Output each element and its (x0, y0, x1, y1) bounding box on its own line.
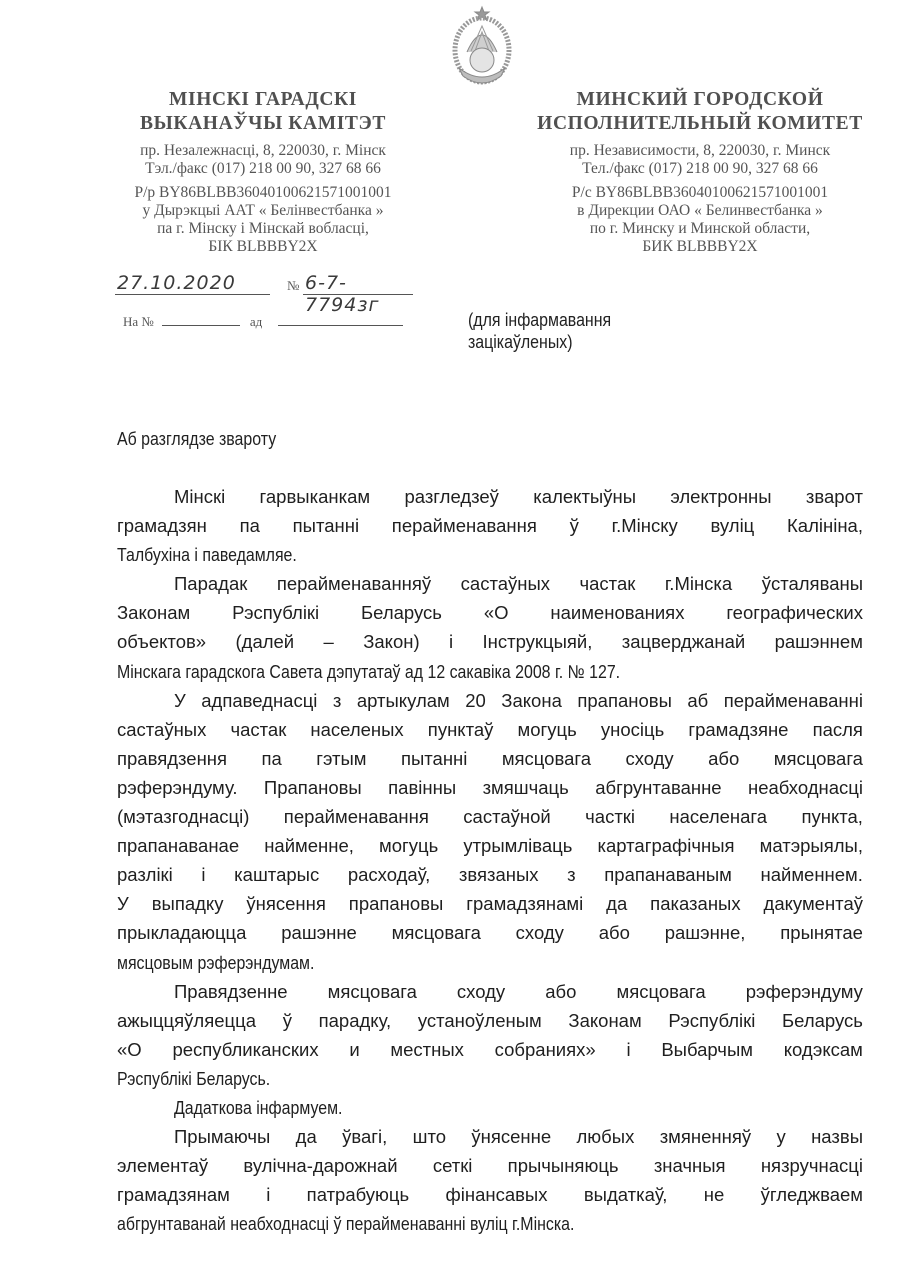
org-name-line2: ВЫКАНАЎЧЫ КАМІТЭТ (140, 113, 386, 134)
body-paragraph (117, 977, 863, 1093)
phone: Тэл./факс (017) 218 00 90, 327 68 66 (145, 160, 381, 177)
recipient (468, 309, 634, 353)
body-line: Дадаткова інфармуем. (174, 1096, 343, 1118)
from-label: ад (249, 314, 263, 329)
body-line: «О республиканских и местных собраниях» і Выбарчым кодэксам (117, 1038, 863, 1060)
body-line: (мэтазгоднасці) перайменавання састаўной часткі населенага пункта, (117, 806, 863, 828)
body-line: ажыццяўляецца ў парадку, устаноўленым Законам Рэспублікі Беларусь (117, 1009, 863, 1031)
body-line: прапанаванае найменне, могуць утрымліваць картаграфічныя матэрыялы, (117, 835, 863, 857)
recipient-line2: зацікаўленых) (468, 331, 573, 352)
date-field (115, 270, 270, 295)
letterhead-russian (530, 88, 870, 256)
handwritten-number: 6-7-7794зг (305, 272, 380, 316)
body-line: Парадак перайменаванняў састаўных частак г.Мінска ўсталяваны (174, 573, 863, 595)
body-line: Мінскі гарвыканкам разгледзеў калектыўны электронны зварот (174, 486, 863, 507)
bank-region: па г. Мінску і Мінскай вобласці, (157, 220, 369, 237)
body-line: Мінскага гарадскога Савета дэпутатаў ад 12 сакавіка 2008 г. № 127. (117, 660, 621, 682)
body-line: разлікі і каштарыс расходаў, звязаных з прапанаваным найменнем. (117, 864, 863, 886)
body-paragraph (117, 1122, 863, 1238)
body-paragraph (117, 482, 863, 569)
body-line: грамадзян па пытанні перайменавання ў г.Мінску вуліц Калініна, (117, 515, 863, 537)
body-line: мясцовым рэферэндумам. (117, 951, 315, 973)
body-line: объектов» (далей – Закон) і Інструкцыяй, зацверджанай рашэннем (117, 631, 863, 653)
reference-line (123, 313, 403, 330)
body-line: Правядзенне мясцовага сходу або мясцовага рэферэндуму (174, 980, 863, 1002)
body-line: прыкладаюцца рашэнне мясцовага сходу або рашэнне, прынятае (117, 922, 863, 944)
letter-body (117, 482, 863, 1238)
recipient-line1: (для інфармавання (468, 309, 612, 330)
ref-number-blank (162, 313, 240, 326)
bank-account: Р/р BY86BLBB36040100621571001001 (134, 184, 392, 201)
body-line: Законам Рэспублікі Беларусь «О наименованиях географических (117, 602, 863, 624)
number-label: № (287, 278, 300, 293)
bank-region: по г. Минску и Минской области, (589, 220, 811, 237)
bank-name: у Дырэкцыі ААТ « Белінвестбанка » (142, 202, 384, 219)
ref-label: На № (123, 314, 154, 329)
org-name-line1: МИНСКИЙ ГОРОДСКОЙ (576, 89, 824, 110)
letterhead-belarusian (118, 88, 408, 256)
bank-name: в Дирекции ОАО « Белинвестбанка » (577, 202, 823, 219)
body-line: абгрунтаванай неабходнасці ў перайменаванні вуліц г.Мінска. (117, 1213, 575, 1235)
body-paragraph (117, 686, 863, 977)
body-line: У выпадку ўнясення прапановы грамадзянамі да паказаных дакументаў (117, 893, 863, 915)
body-line: Талбухіна і паведамляе. (117, 544, 297, 566)
org-name-line1: МІНСКІ ГАРАДСКІ (169, 89, 357, 110)
body-line: У адпаведнасці з артыкулам 20 Закона прапановы аб перайменаванні (174, 689, 863, 711)
body-line: састаўных частак населеных пунктаў могуць уносіць грамадзяне пасля (117, 718, 863, 740)
bic: БИК BLBBBY2X (642, 238, 758, 255)
phone: Тел./факс (017) 218 00 90, 327 68 66 (582, 160, 818, 177)
body-line: правядзення па гэтым пытанні мясцовага сходу або мясцовага (117, 747, 863, 769)
address: пр. Независимости, 8, 220030, г. Минск (569, 142, 831, 159)
body-paragraph (117, 569, 863, 685)
body-line: Рэспублікі Беларусь. (117, 1067, 271, 1089)
ref-date-blank (278, 313, 403, 326)
body-line: Прымаючы да ўвагі, што ўнясенне любых змяненняў у назвы (174, 1126, 863, 1148)
address: пр. Незалежнасці, 8, 220030, г. Мінск (140, 142, 386, 159)
body-paragraph (117, 1093, 863, 1122)
body-line: рэферэндуму. Прапановы павінны змяшчаць абгрунтаванне неабходнасці (117, 776, 863, 798)
subject-line: Аб разглядзе звароту (117, 428, 277, 449)
bank-account: Р/с BY86BLBB36040100621571001001 (571, 184, 829, 201)
bic: БІК BLBBBY2X (208, 238, 318, 255)
number-field (303, 270, 413, 316)
body-line: грамадзянам і патрабуюць фінансавых выдаткаў, не ўгледжваем (117, 1184, 863, 1206)
org-name-line2: ИСПОЛНИТЕЛЬНЫЙ КОМИТЕТ (537, 113, 863, 134)
handwritten-date: 27.10.2020 (117, 272, 236, 294)
body-line: элементаў вулічна-дарожнай сеткі прычыняюць значныя нязручнасці (117, 1155, 863, 1177)
belarus-coat-of-arms-icon (451, 4, 513, 88)
